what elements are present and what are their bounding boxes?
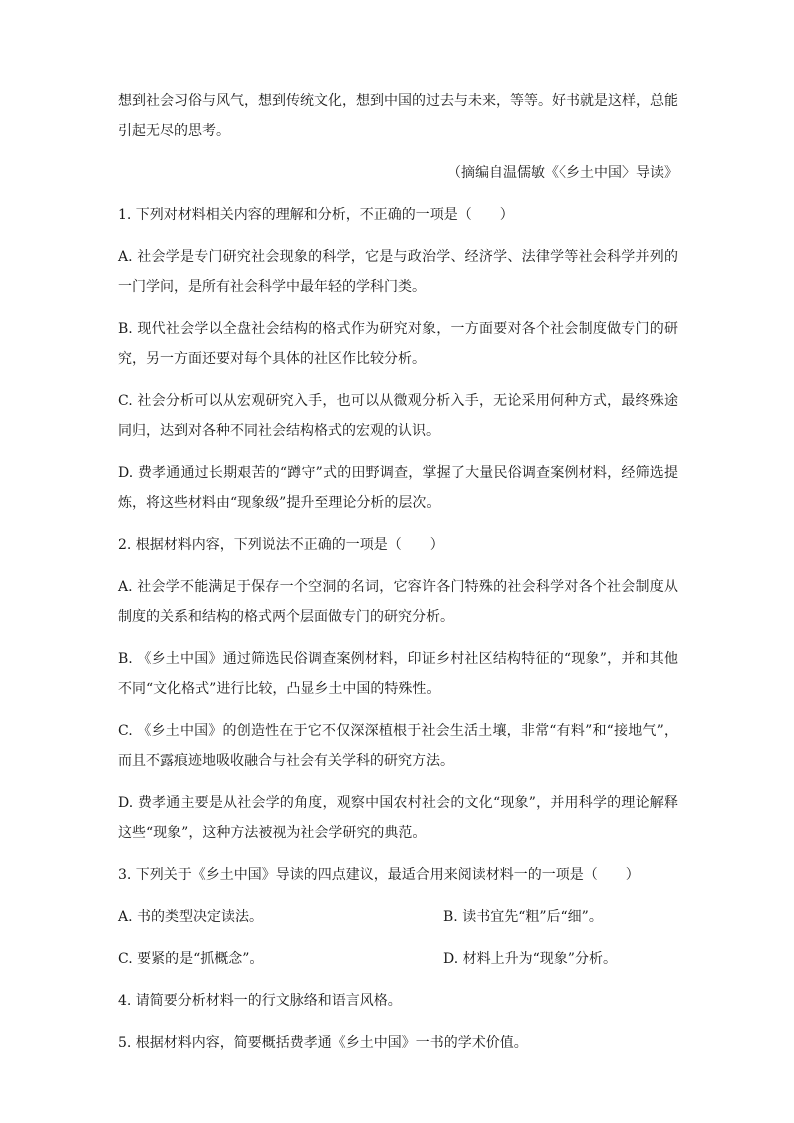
question-2-option-d: D. 费孝通主要是从社会学的角度，观察中国农村社会的文化“现象”，并用科学的理论解释这些“现象”，这种方法被视为社会学研究的典范。 (118, 795, 678, 841)
question-5-stem: 5. 根据材料内容，简要概括费孝通《乡土中国》一书的学术价值。 (118, 1035, 528, 1051)
intro-paragraph: 想到社会习俗与风气，想到传统文化，想到中国的过去与未来，等等。好书就是这样，总能引起无尽的思考。 (118, 93, 678, 139)
question-3-option-b: B. 读书宜先“粗”后“细”。 (443, 909, 603, 925)
question-3-options-row-2 (118, 944, 678, 974)
question-1-option-a: A. 社会学是专门研究社会现象的科学，它是与政治学、经济学、法律学等社会科学并列的一门学问，是所有社会科学中最年轻的学科门类。 (118, 249, 678, 295)
question-1-option-d: D. 费孝通通过长期艰苦的“蹲守”式的田野调查，掌握了大量民俗调查案例材料，经筛选提炼，将这些材料由“现象级”提升至理论分析的层次。 (118, 465, 678, 511)
question-2-stem: 2. 根据材料内容，下列说法不正确的一项是（ ） (118, 537, 444, 553)
question-3-stem: 3. 下列关于《乡土中国》导读的四点建议，最适合用来阅读材料一的一项是（ ） (118, 867, 640, 883)
question-2-option-a: A. 社会学不能满足于保存一个空洞的名词，它容许各门特殊的社会科学对各个社会制度从制度的关系和结构的格式两个层面做专门的研究分析。 (118, 579, 678, 625)
question-3-option-c: C. 要紧的是“抓概念”。 (118, 951, 264, 967)
document-page (118, 86, 678, 1070)
question-3-option-d: D. 材料上升为“现象”分析。 (443, 951, 617, 967)
question-4-stem: 4. 请简要分析材料一的行文脉络和语言风格。 (118, 993, 402, 1009)
question-2-option-c: C. 《乡土中国》的创造性在于它不仅深深植根于社会生活土壤，非常“有料”和“接地气”，而且不露痕迹地吸收融合与社会有关学科的研究方法。 (118, 723, 678, 769)
question-1-option-c: C. 社会分析可以从宏观研究入手，也可以从微观分析入手，无论采用何种方式，最终殊途同归，达到对各种不同社会结构格式的宏观的认识。 (118, 393, 678, 439)
question-1-option-b: B. 现代社会学以全盘社会结构的格式作为研究对象，一方面要对各个社会制度做专门的研究，另一方面还要对每个具体的社区作比较分析。 (118, 321, 678, 367)
question-2-option-b: B. 《乡土中国》通过筛选民俗调查案例材料，印证乡村社区结构特征的“现象”，并和其他不同“文化格式”进行比较，凸显乡土中国的特殊性。 (118, 651, 678, 697)
source-citation: （摘编自温儒敏《〈乡土中国〉导读》 (447, 165, 678, 181)
question-1-stem: 1. 下列对材料相关内容的理解和分析，不正确的一项是（ ） (118, 207, 514, 223)
question-3-options-row-1 (118, 902, 678, 932)
question-3-option-a: A. 书的类型决定读法。 (118, 909, 264, 925)
